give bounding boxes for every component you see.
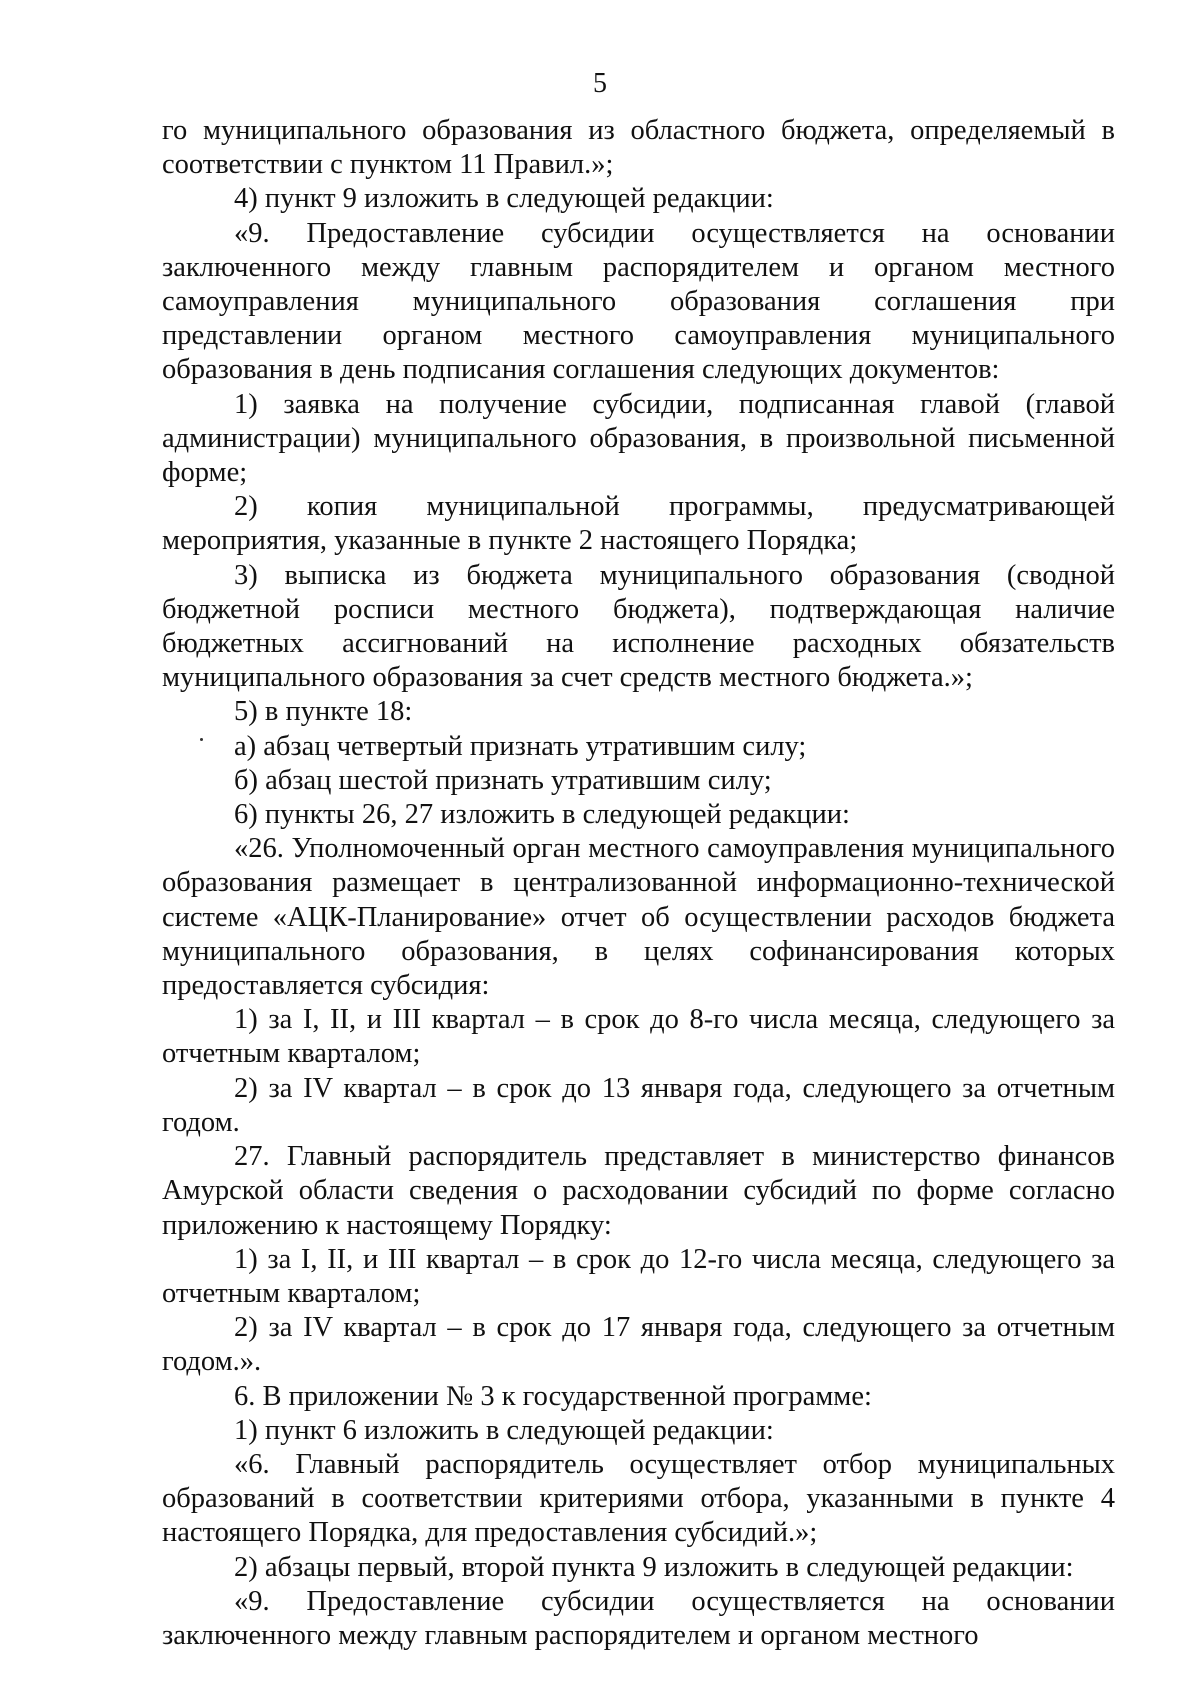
scan-speck xyxy=(200,738,203,741)
paragraph: 2) за IV квартал – в срок до 13 января года, следующего за отчетным годом. xyxy=(162,1072,1115,1138)
page-number: 5 xyxy=(593,68,607,99)
paragraph: «6. Главный распорядитель осуществляет отбор муниципальных образований в соответствии критериями отбора, указанными в пункте 4 настоящего Порядка, для предоставления субсидий.»; xyxy=(162,1448,1115,1549)
paragraph: а) абзац четвертый признать утратившим силу; xyxy=(234,730,807,762)
paragraph: 2) за IV квартал – в срок до 17 января года, следующего за отчетным годом.». xyxy=(162,1312,1115,1378)
paragraph: 27. Главный распорядитель представляет в министерство финансов Амурской области сведения о расходовании субсидий по форме согласно приложению к настоящему Порядку: xyxy=(162,1141,1115,1241)
paragraph: 2) абзацы первый, второй пункта 9 изложить в следующей редакции: xyxy=(234,1551,1074,1583)
paragraph: б) абзац шестой признать утратившим силу; xyxy=(234,764,772,796)
document-body xyxy=(162,114,1115,1653)
paragraph: 1) за I, II, и III квартал – в срок до 8-го числа месяца, следующего за отчетным кварталом; xyxy=(162,1004,1115,1070)
paragraph: 5) в пункте 18: xyxy=(234,696,413,728)
paragraph: «9. Предоставление субсидии осуществляется на основании заключенного между главным распорядителем и органом местного xyxy=(162,1585,1115,1651)
paragraph: 6) пункты 26, 27 изложить в следующей редакции: xyxy=(234,799,850,831)
paragraph: 2) копия муниципальной программы, предусматривающей мероприятия, указанные в пункте 2 настоящего Порядка; xyxy=(162,491,1115,557)
paragraph-continuation: го муниципального образования из областного бюджета, определяемый в соответствии с пунктом 11 Правил.»; xyxy=(162,115,1115,181)
paragraph: 1) заявка на получение субсидии, подписанная главой (главой администрации) муниципального образования, в произвольной письменной форме; xyxy=(162,388,1115,489)
paragraph: «26. Уполномоченный орган местного самоуправления муниципального образования размещает в централизованной информационно-технической системе «АЦК-Планирование» отчет об осуществлении расходов бюджета муниципального образования, в целях софинансирования которых предоставляется субсидия: xyxy=(162,833,1115,1002)
paragraph: 1) пункт 6 изложить в следующей редакции: xyxy=(234,1414,774,1446)
paragraph: 1) за I, II, и III квартал – в срок до 12-го числа месяца, следующего за отчетным кварталом; xyxy=(162,1243,1115,1309)
paragraph: «9. Предоставление субсидии осуществляется на основании заключенного между главным распорядителем и органом местного самоуправления муниципального образования соглашения при представлении органом местного самоуправления муниципального образования в день подписания соглашения следующих документов: xyxy=(162,217,1115,386)
paragraph: 3) выписка из бюджета муниципального образования (сводной бюджетной росписи местного бюджета), подтверждающая наличие бюджетных ассигнований на исполнение расходных обязательств муниципального образования за счет средств местного бюджета.»; xyxy=(162,559,1115,694)
paragraph: 4) пункт 9 изложить в следующей редакции: xyxy=(234,183,774,215)
paragraph: 6. В приложении № 3 к государственной программе: xyxy=(234,1380,872,1412)
